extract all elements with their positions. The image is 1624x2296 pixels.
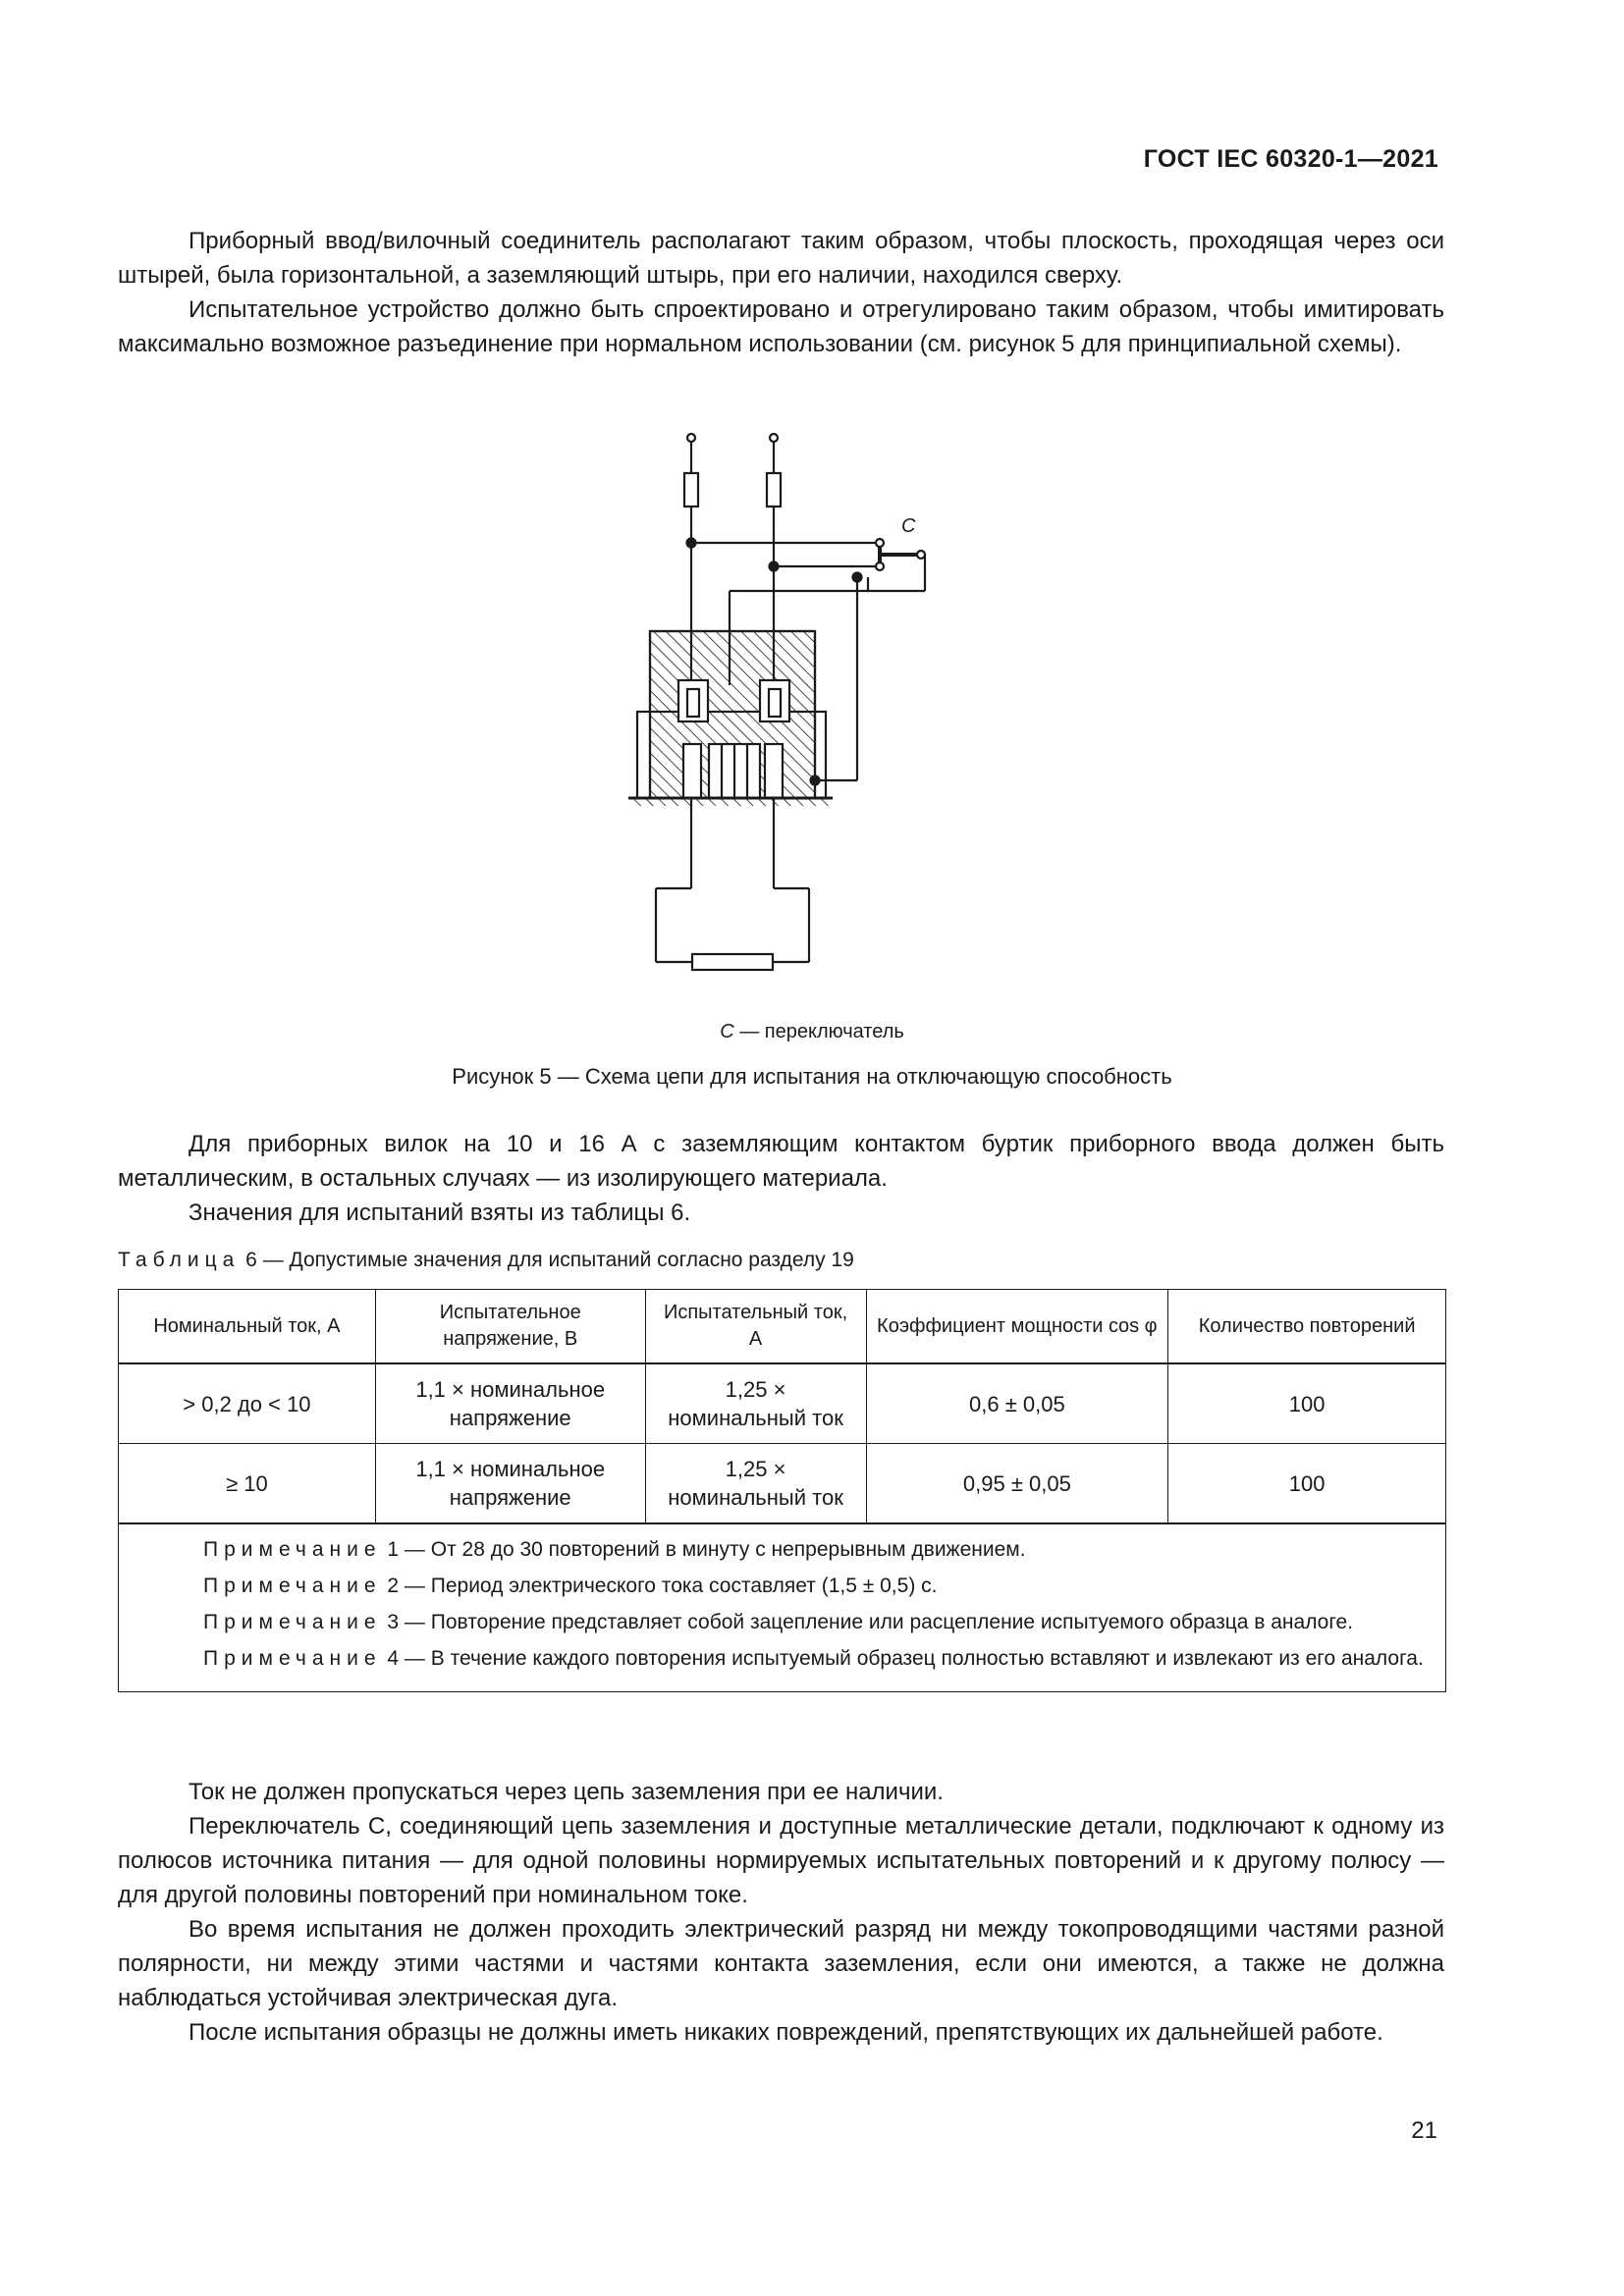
text-block-top bbox=[118, 224, 1444, 361]
column-header: Испытательный ток, А bbox=[645, 1290, 866, 1364]
table-cell: 0,6 ± 0,05 bbox=[866, 1363, 1168, 1444]
table-cell: 1,1 × номинальное напряжение bbox=[375, 1363, 645, 1444]
table-cell: > 0,2 до < 10 bbox=[119, 1363, 376, 1444]
figure-legend bbox=[0, 1021, 1624, 1043]
figure-caption: Рисунок 5 — Схема цепи для испытания на отключающую способность bbox=[452, 1064, 1172, 1089]
table-cell: 0,95 ± 0,05 bbox=[866, 1444, 1168, 1524]
paragraph: Во время испытания не должен проходить электрический разряд ни между токопроводящими частями разной полярности, ни между этими частями и частями контакта заземления, если они имеются, а также не должна наблюдаться устойчивая электрическая дуга. bbox=[118, 1916, 1444, 2011]
document-header: ГОСТ IEC 60320-1—2021 bbox=[1143, 145, 1438, 173]
table-cell: 1,25 × номинальный ток bbox=[645, 1444, 866, 1524]
table-cell: ≥ 10 bbox=[119, 1444, 376, 1524]
legend-text: — переключатель bbox=[733, 1021, 904, 1042]
note-text: 1 — От 28 до 30 повторений в минуту с непрерывным движением. bbox=[381, 1538, 1026, 1561]
note-text: 2 — Период электрического тока составляет (1,5 ± 0,5) с. bbox=[381, 1575, 938, 1597]
table-title-word: Таблица bbox=[118, 1249, 241, 1271]
table-cell: 1,1 × номинальное напряжение bbox=[375, 1444, 645, 1524]
text-block-middle bbox=[118, 1127, 1444, 1230]
table-cell: 100 bbox=[1168, 1363, 1446, 1444]
table-row bbox=[119, 1363, 1446, 1444]
table-cell: 1,25 × номинальный ток bbox=[645, 1363, 866, 1444]
circuit-diagram bbox=[628, 432, 952, 991]
note-word: Примечание bbox=[203, 1575, 382, 1597]
note-text: 3 — Повторение представляет собой зацепление или расцепление испытуемого образца в аналоге. bbox=[381, 1611, 1354, 1633]
column-header: Испытательное напряжение, В bbox=[375, 1290, 645, 1364]
column-header: Количество повторений bbox=[1168, 1290, 1446, 1364]
table-cell: 100 bbox=[1168, 1444, 1446, 1524]
column-header: Номинальный ток, А bbox=[119, 1290, 376, 1364]
table-note bbox=[133, 1534, 1432, 1565]
paragraph: Ток не должен пропускаться через цепь заземления при ее наличии. bbox=[189, 1779, 944, 1805]
paragraph: После испытания образцы не должны иметь никаких повреждений, препятствующих их дальнейшей работе. bbox=[189, 2019, 1383, 2046]
table-notes bbox=[119, 1523, 1446, 1692]
table-note bbox=[133, 1571, 1432, 1601]
text-block-bottom bbox=[118, 1775, 1444, 2050]
note-word: Примечание bbox=[203, 1647, 382, 1670]
table-title bbox=[118, 1249, 854, 1272]
table-row bbox=[119, 1444, 1446, 1524]
paragraph: Приборный ввод/вилочный соединитель располагают таким образом, чтобы плоскость, проходящая через оси штырей, была горизонтальной, а заземляющий штырь, при его наличии, находился сверху. bbox=[118, 228, 1444, 289]
table-note bbox=[133, 1643, 1432, 1674]
switch-label: C bbox=[901, 515, 916, 537]
paragraph: Значения для испытаний взяты из таблицы 6. bbox=[189, 1200, 691, 1226]
table-notes-row bbox=[119, 1523, 1446, 1692]
legend-symbol: С bbox=[720, 1021, 734, 1042]
column-header: Коэффициент мощности cos φ bbox=[866, 1290, 1168, 1364]
table-title-rest: 6 — Допустимые значения для испытаний согласно разделу 19 bbox=[240, 1249, 854, 1271]
values-table bbox=[118, 1289, 1446, 1692]
page-number: 21 bbox=[1411, 2117, 1437, 2144]
paragraph: Испытательное устройство должно быть спроектировано и отрегулировано таким образом, чтобы имитировать максимально возможное разъединение при нормальном использовании (см. рисунок 5 для принципиальной схемы). bbox=[118, 296, 1444, 357]
table-note bbox=[133, 1607, 1432, 1637]
table-header-row bbox=[119, 1290, 1446, 1364]
paragraph: Для приборных вилок на 10 и 16 А с заземляющим контактом буртик приборного ввода должен быть металлическим, в остальных случаях — из изолирующего материала. bbox=[118, 1131, 1444, 1192]
note-text: 4 — В течение каждого повторения испытуемый образец полностью вставляют и извлекают из его аналога. bbox=[381, 1647, 1424, 1670]
note-word: Примечание bbox=[203, 1611, 382, 1633]
note-word: Примечание bbox=[203, 1538, 382, 1561]
paragraph: Переключатель С, соединяющий цепь заземления и доступные металлические детали, подключают к одному из полюсов источника питания — для одной половины нормируемых испытательных повторений и к другому полюсу — для другой половины повторений при номинальном токе. bbox=[118, 1813, 1444, 1908]
